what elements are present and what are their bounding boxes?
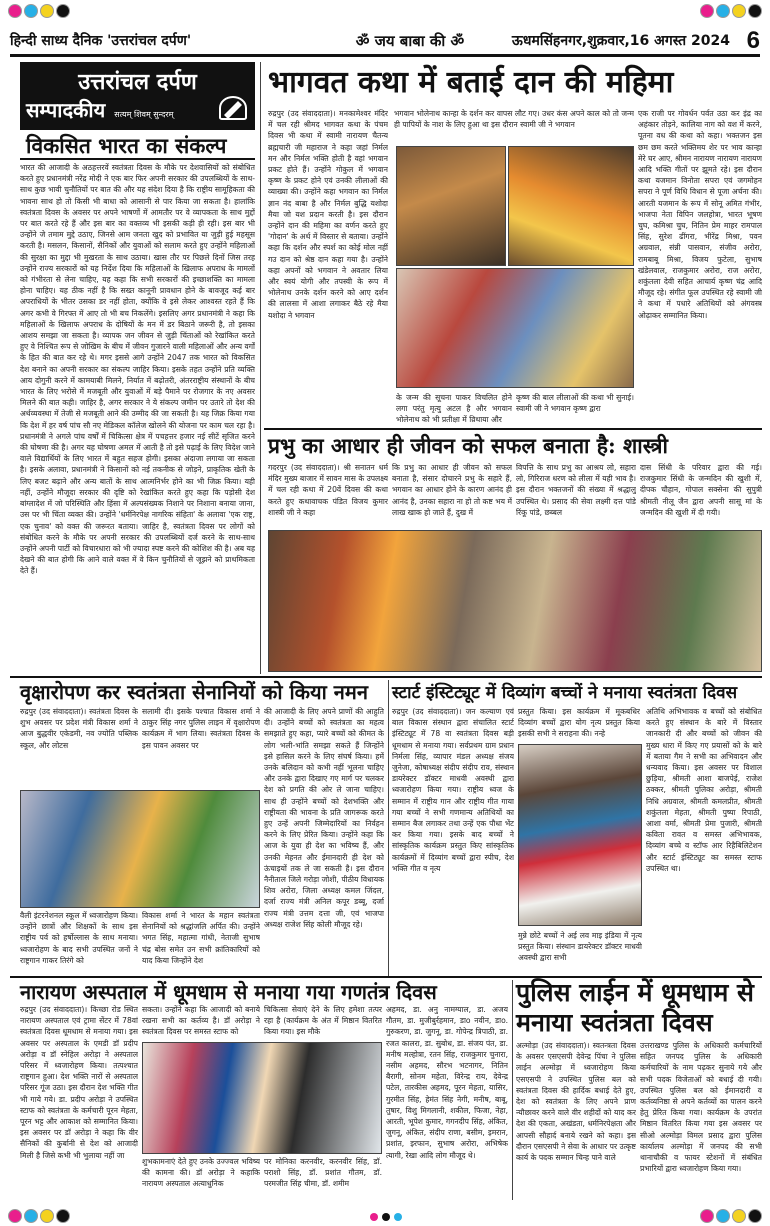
- story-caption: वैली इंटरनेशनल स्कूल में ध्वजारोहण किया। उन्होंने छात्रों और शिक्षकों के साथ इस राष्ट्रीय पर्व को हर्षोल्लास के साथ मनाया। ध्वजारोहण के बाद सभी उपस्थित जनों ने राष्ट्रगान गाकर तिरंगे को: [20, 911, 138, 965]
- column-divider: [512, 980, 513, 1200]
- page-header: [10, 27, 760, 57]
- editorial-label: सम्पादकीय: [26, 98, 106, 122]
- story-headline: नारायण अस्पताल में धूमधाम से मनाया गया गणतंत्र दिवस: [20, 980, 437, 1004]
- registration-dot: [700, 4, 714, 18]
- registration-dot: [8, 1209, 22, 1223]
- divider: [264, 428, 762, 430]
- story-column: प्रस्तुत किया। इस कार्यक्रम में मूकबधिर दिव्यांग बच्चों द्वारा योग नृत्य प्रस्तुत किया इसकी सभी ने सराहना की। नन्हे: [518, 707, 640, 739]
- story-headline: स्टार्ट इंस्टिट्यूट में दिव्यांग बच्चों ने मनाया स्वतंत्रता दिवस: [392, 683, 738, 703]
- registration-dot: [370, 1213, 378, 1221]
- divider: [20, 158, 255, 160]
- story-column: विपत्ति के साथ प्रभु का आश्रय लो, सहारा लो, गिरिराज धरण को लीला में यही भाव है। इस दौरान भक्तजनों की संख्या में श्रद्धालु उपस्थित थे। प्रसाद की सेवा लक्ष्मी दत्त पांडे रिंकू पांडे, छब्बल: [516, 463, 636, 517]
- story-column: भगवान भोलेनाथ कान्हा के दर्शन कर वापस लौट गए। उधर कंस अपने काल को तो जन्म ही पापियों के नाश के लिए हुआ था इस दौरान स्वामी जी ने भगवान: [394, 109, 634, 130]
- photo-katha-audience: [268, 530, 762, 672]
- story-caption: पर मोनिका करनवीर, करनवीर सिंह, डॉ. पराशो सिंह, डॉ. प्रशांत गौतम, डॉ. परमजीत सिंह चीमा, डॉ. शमीम: [264, 1157, 382, 1189]
- registration-dot: [732, 4, 746, 18]
- story-caption: के जन्म की सूचना पाकर विचलित होने लगा परंतु मृत्यु अटल है और भगवान भोलेनाथ को भी प्रतीक्षा में व्रिथाया और: [396, 393, 512, 425]
- editorial-title: विकसित भारत का संकल्प: [26, 133, 227, 158]
- registration-dot: [40, 1209, 54, 1223]
- photo-plantation: [20, 790, 260, 908]
- photo-devotees: [396, 268, 634, 388]
- story-column: गदरपुर (उद संवाददाता)। श्री सनातन धर्म मंदिर मुख्य बाजार में सावन मास के उपलक्ष्य में चल रही कथा में 20वें दिवस की कथा करते हुए कथावाचक पंडित विजय कुमार शास्त्री जी ने कहा: [268, 463, 388, 517]
- story-headline: पुलिस लाईन में धूमधाम से मनाया स्वतंत्रता दिवस: [516, 978, 754, 1037]
- photo-hospital-staff: [142, 1042, 382, 1154]
- photo-kathavachak: [396, 146, 506, 266]
- column-divider: [388, 680, 389, 976]
- story-column: अतिथि अभिभावक व बच्चों को संबोधित करते हुए संस्थान के बारे में विस्तार जानकारी दी और बच्चों को जीवन की मुख्य धारा में किए गए प्रयासों को के बारे में बताया गैम ने सभी का अभिवादन और धन्यवाद किया। इस अवसर पर विशाल छुड़िया, श्रीमती आशा बाजपेई, राजेश ठक्कर, श्रीमती पुलिका अरोड़ा, श्रीमती निधि अग्रवाल, श्रीमती कमलप्रीत, श्रीमती शकुंतला मेहता, श्रीमती पुष्पा रिपाठी, आशा वर्मा, श्रीमती प्रेमा पुजारी, श्रीमती कविता रावत व समस्त अभिभावक, दिव्यांग बच्चे व स्टॉफ आर रिहैबिलिटेशन और स्टार्ट इंस्टिट्यूट का समस्त स्टाफ उपस्थित था।: [646, 707, 762, 873]
- registration-dot: [382, 1213, 390, 1221]
- story-column: रुद्रपुर (उद संवाददाता)। स्वतंत्रता दिवस के शुभ अवसर पर प्रदेश मंत्री विकास शर्मा ने आज बुद्धवीर एकेडमी, नव ज्योति पब्लिक स्कूल, और लोटस: [20, 707, 138, 750]
- column-divider: [260, 62, 261, 674]
- registration-dot: [8, 4, 22, 18]
- newspaper-name: हिन्दी साध्य दैनिक 'उत्तरांचल दर्पण': [10, 33, 192, 49]
- story-caption: विकास शर्मा ने भारत के महान स्वतंत्रता सेनानियों को श्रद्धांजलि अर्पित की। उन्होंने भगत सिंह, महात्मा गांधी, नेताजी सुभाष चंद्र बोस समेत उन सभी क्रांतिकारियों को याद किया जिन्होंने देश: [142, 911, 260, 965]
- registration-dot: [24, 1209, 38, 1223]
- photo-children-event: [518, 744, 642, 926]
- story-column: रुद्रपुर (उद संवाददाता)। किच्छा रोड स्थित नारायण अस्पताल एवं ट्रामा सेंटर में 78वां स्वतंत्रता दिवस धूमधाम से मनाया गया। इस अवसर पर अस्पताल के एमडी डॉ प्रदीप अरोड़ा व डॉ स्नेहिल अरोड़ा ने अस्पताल परिसर में ध्वजारोहण किया। तत्पश्चात राष्ट्रगान हुआ। देश भक्ति नारों से अस्पताल परिसर गूंज उठा। इस दौरान देश भक्ति गीत भी गाये गये। डा. प्रदीप अरोड़ा ने उपस्थित स्टाफ को स्वतंत्रता के कर्मचारी पूरन मेहता, पूरन भट्ट और आकाश को सम्मानित किया। इस अवसर पर डॉ अरोड़ा ने कहा कि वीर सैनिकों की कुर्बानी से देश को आजादी मिली है जिसे कभी भी भुलाया नहीं जा: [20, 1005, 138, 1160]
- story-headline: भागवत कथा में बताई दान की महिमा: [268, 65, 674, 100]
- story-headline: वृक्षारोपण कर स्वतंत्रता सेनानियों को किया नमन: [20, 680, 368, 704]
- story-column: रुद्रपुर (उद संवाददाता)। जन कल्याण एवं बाल विकास संस्थान द्वारा संचालित स्टार्ट इंस्टिट्यूट में 78 वा स्वतंत्रता दिवस बड़ी धूमधाम से मनाया गया। सर्वप्रथम ग्राम प्रधान निर्मला सिंह, व्यापार मंडल अध्यक्ष संजय जुनेजा, कोषाध्यक्ष संदीप संदीप राव, संस्थान डायरेक्टर डॉक्टर माधवी अवस्थी द्वारा ध्वजारोहण किया गया। राष्ट्रीय ध्वज के सम्मान में राष्ट्रीय गान और राष्ट्रीय गीत गाया गया बच्चों ने सभी गणमान्य अतिथियों का सम्मान बैज लगाकर तथा उन्हें एक पौधा भेंट कर किया गया। इसके बाद बच्चों ने सांस्कृतिक कार्यक्रम प्रस्तुत किए सांस्कृतिक कार्यक्रमों में दिव्यांग बच्चों द्वारा स्पीच, देश भक्ति गीत व नृत्य: [392, 707, 514, 873]
- story-column: उत्तराखण्ड पुलिस के अधिकारी कर्मचारियों सहित जनपद पुलिस के अधिकारी कर्मचारियों के नाम पढ़कर सुनाये गये और सभी पदक विजेताओं को बधाई दी गयी। उपस्थित पुलिस बल को ईमानदारी व कर्तव्यनिष्ठा से अपने कर्तव्यों का पालन करने हेतु प्रेरित किया गया। कार्यक्रम के उपरांत मिष्ठान वितरित किया गया इस अवसर पर सीओ अल्मोड़ा विमल प्रसाद द्वारा पुलिस कार्यालय अल्मोड़ा में जनपद की सभी थानाचौकी व फायर स्टेशनों में संबंधित प्रभारियों द्वारा ध्वजारोहण किया गया।: [640, 1041, 762, 1174]
- registration-dot: [56, 4, 70, 18]
- registration-dot: [700, 1209, 714, 1223]
- story-caption: कृष्ण की बाल लीलाओं की कथा भी सुनाई। स्वामी जी ने भगवान कृष्ण द्वारा: [516, 393, 634, 414]
- story-column: सलामी दी। इसके पश्चात विकास शर्मा ने ठाकुर सिंह नगर पुलिस लाइन में वृक्षारोपण कार्यक्रम में भाग लिया। स्वतंत्रता दिवस के इस पावन अवसर पर: [142, 707, 260, 750]
- editorial-masthead: [20, 62, 255, 130]
- story-column: रुद्रपुर (उद संवाददाता)। मनकामेश्वर मंदिर में चल रही श्रीमद भागवत कथा के पंचम दिवस भी कथा में स्वामी नारायण चैतन्य ब्रह्मचारी जी महाराज ने कहा जहां निर्मल मन और निर्मल भक्ति होती है वहां भगवान प्रकट होते हैं। उन्होंने गोकुल में भगवान कृष्ण के प्रकट होने एवं उनकी लीलाओं की व्याख्या की। उन्होंने कहा भगवान का निर्मल ज्ञान नंद बाबा है और निर्मल बुद्धि यशोदा मैया जो यश प्रदान करती है। इस दौरान उन्होंने दान की महिमा का वर्णन करते हुए 'गोदान' के अर्थ में विस्तार से बताया। उन्होंने कहा कि दर्शन और स्पर्श का कोई मोल नहीं गउ दान को श्रेष्ठ दान कहा गया है। उन्होंने कहा अपनों को भगवान ने अवतार लिया और स्वयं योगी और तपस्वी के रूप में भोलेनाथ उनके दर्शन करने को आए दर्शन की लालसा में आशा लगाकर बैठे रहे मैया यशोदा ने भगवान: [268, 109, 388, 320]
- registration-dot: [748, 4, 762, 18]
- story-caption: मुन्ने छोटे बच्चों ने अई लव माइ इंडिया में नृत्य प्रस्तुत किया। संस्थान डायरेक्टर डॉक्टर माधवी अवस्थी द्वारा सभी: [518, 931, 642, 963]
- story-column: कि प्रभु का आधार ही जीवन को सफल बनाता है, संसार दोचारने प्रभु के सहारे हैं, भगवान का आधार होने के कारण आनंद ही आनंद है, उनका सहारा ना हो तो कष्ट भय में लाख खाक हो जाते हैं, दुख में: [392, 463, 512, 517]
- story-column: एक राजी पर गोवर्धन पर्वत उठा कर इंद्र का अहंकार तोड़ने, कालिया नाग को वश में करने, पूतना वध की कथा को कहा। भक्तजन इस छम छम करते भक्तिमय शेर पर भाव कान्हा मेरे घर आए, श्रीमन नारायण नारायण नारायण आदि भक्ति गीतों पर झूमते रहे। इस दौरान कथा यजमान विनोता सपरा एवं जगमोहन सपरा ने पूर्ण विधि विधान से पूजा अर्चना की। आरती यजमान के रूप में सोनू अमित गंभीर, भाजपा नेता विपिन जलहोत्रा, भारत भूषण चुघ, कमिश्रा चुघ, नितिन प्रेम माहर रामपाल सिंह, सुरेश ढींगरा, भीरेंद्र मिश्रा, पवन अग्रवाल, संन्नी पासवान, संजीव अरोरा, रामबाबू मिश्रा, विजय फुटेला, सुभाष खंडेलवाल, राजकुमार अरोरा, राज अरोरा, शकुंतला देवी सहित आचार्य कृष्ण चंद्र आदि मौजूद रहे। संगीत फूल उपस्थित रहे स्वामी जी ने कथा में पधारे अतिथियों को अंगवस्त्र ओढ़ाकर सम्मानित किया।: [638, 109, 762, 320]
- header-date: ऊधमसिंहनगर,शुक्रवार,16 अगस्त 2024: [511, 33, 730, 49]
- registration-dot: [394, 1213, 402, 1221]
- story-column: अल्मोड़ा (उद संवाददाता)। स्वतन्त्रता दिवस के अवसर एसएसपी देवेन्द्र पिंचा ने पुलिस लाईन अल्मोड़ा में ध्वजारोहण किया एसएसपी ने उपस्थित पुलिस बल को स्वतंत्रता दिवस की हार्दिक बधाई देते हुए, देश को स्वतंत्रता के लिए अपने प्राण न्यौछावर करने वाले वीर शहीदों को याद कर देश की एकता, अखंडता, धर्मनिरपेक्षता और आपसी सौहार्द बनाये रखने को कहा। इस दौरान एसएसपी ने सेवा के आधार पर उत्कृष्ट कार्य के पदक सम्मान चिन्ह पाने वाले: [516, 1041, 636, 1163]
- story-column: दास सिंधी के परिवार द्वारा की गई। राजकुमार सिंधी के जन्मदिन की खुशी में, दीपक चौहान, गोपाल सक्सेना की सुपुत्री श्रीमती नीलू जैन द्वारा अपनी सासू मां के जन्मदिन की खुशी में दी गयी।: [640, 463, 762, 517]
- registration-dot: [24, 4, 38, 18]
- registration-dot: [716, 1209, 730, 1223]
- editorial-paper-name: उत्तरांचल दर्पण: [78, 69, 197, 95]
- registration-dot: [732, 1209, 746, 1223]
- registration-strip-bottom: [0, 1205, 770, 1226]
- story-caption: शुभकामनाएं देते हुए उनके उज्ज्वल भविष्य की कामना की। डॉ अरोड़ा ने कहाकि नारायण अस्पताल अत्याधुनिक: [142, 1157, 260, 1189]
- page-number: 6: [746, 26, 760, 54]
- story-column: की आजादी के लिए अपने प्राणों की आहुति दी। उन्होंने बच्चों को स्वतंत्रता का महत्व समझाते हुए कहा, प्यारे बच्चों को कीमत के लोग भली-भांति समझा सकते हैं जिन्होंने इसे हासिल करने के लिए संघर्ष किया। हमें उनके बलिदान को कभी नहीं भूलना चाहिए और उनके द्वारा दिखाए गए मार्ग पर चलकर देश को प्रगति की ओर ले जाना चाहिए। साथ ही उन्होंने बच्चों को देशभक्ति और राष्ट्रीयता की भावना के प्रति जागरूक करते हुए उन्हें अपनी जिम्मेदारियों का निर्वहन करने के लिए प्रेरित किया। उन्होंने कहा कि आज के युवा ही देश का भविष्य हैं, और उनकी मेहनत और ईमानदारी ही देश को ऊंचाइयों तक ले जा सकती है। इस दौरान नैनीताल जिले गरोड़ा जोशी, पीठीय विधायक शिव अरोरा, जिला अध्यक्ष कमल जिंदल, दर्जा राज्य मंत्री अनिल कपूर डब्बू, दर्जा राज्य मंत्री उत्तम दत्ता जी, एवं भाजपा अध्यक्ष राजेश सिंह कोली मौजूद रहे।: [264, 707, 384, 929]
- photo-swami-ji: [508, 146, 634, 266]
- registration-dot: [56, 1209, 70, 1223]
- editorial-motto: सत्यम् शिवम् सुन्दरम्: [114, 110, 174, 119]
- registration-dot: [716, 4, 730, 18]
- registration-dot: [748, 1209, 762, 1223]
- registration-dot: [40, 4, 54, 18]
- registration-strip-top: [0, 0, 770, 22]
- story-headline: प्रभु का आधार ही जीवन को सफल बनाता है: शास्त्री: [268, 433, 668, 458]
- editorial-body: भारत की आजादी के अठहत्तरवें स्वतंत्रता दिवस के मौके पर देशवासियों को संबोधित करते हुए प्रधानमंत्री नरेंद्र मोदी ने एक बार फिर अपनी सरकार की उपलब्धियों के साथ-साथ कुछ भावी चुनौतियों पर बात की और यह संदेश दिया है कि राष्ट्रीय सामूहिकता की भावना साथ हो तो किसी भी बाधा को आसानी से पार किया जा सकता है। हालांकि स्वतंत्रता दिवस के अवसर पर अपने भाषणों में आमतौर पर वे व्यापकता के साथ मुद्दों पर बात करते रहे हैं और इस बार का वक्तव्य भी इसकी कड़ी ही रही। इस बार भी उन्होंने जे तमाम मुद्दे उठाए, जिनसे आम जनता खुद को प्रभावित या जुड़ी हुई महसूस करती है। मसलन, किसानों, सैनिकों और युवाओं को सलाम करते हुए उन्होंने महिलाओं की सुरक्षा का मुद्दा भी मुखरता के साथ उठाया। खास तौर पर पिछले दिनों जिस तरह उन्होंने राज्य सरकारों को यह निर्देश दिया कि महिलाओं के खिलाफ अपराध के मामलों को गंभीरता से लेना चाहिए, यह कहा कि सभी सरकारों की इच्छाशक्ति का मामला होना चाहिए। यह ठीक नहीं है कि सख्त कानूनी प्रावधान होने के बावजूद कई बार अपराधियों के भीतर उसका डर नहीं होता, क्योंकि वे इसे लेकर आश्वस्त रहते हैं कि अगर कभी वे गिरफ्त में आए तो भी बच निकलेंगे। इसलिए अगर प्रधानमंत्री ने कहा कि महिलाओं के खिलाफ अपराध के दोषियों के मन में डर बिठाने जरूरी है, तो इसका आशय समझा जा सकता है। व्यापक जन जीवन से जुड़ी चिंताओं को रेखांकित करते हुए वे निश्चित रूप से जोखिम के बीच में जीवन गुजारने वाली महिलाओं और अन्य वर्गों के हित की बात कर रहे थे। मगर इससे आगे उन्होंने 2047 तक भारत को विकसित देश बनाने का अपनी सरकार का संकल्प जाहिर किया। इसके तहत उन्होंने प्रति व्यक्ति आय दोगुनी करने में कामयाबी मिलने, निर्यात में बढ़ोतरी, अंतरराष्ट्रीय संस्थानों के बीच भारत के लिए भरोसे में मजबूती और युवाओं में बड़े पैमाने पर रोजगार के नए अवसर मिलने की बात कही। जाहिर है, अगर सरकार ने ये संकल्प जमीन पर उतारे तो देश की अर्थव्यवस्था में तेजी से मजबूती आने की उम्मीद की जा सकती है। यह जिक्र किया गया कि देश में हर वर्ष पांच सौ नए मेडिकल कॉलेज खोलने की योजना पर काम चल रहा है। प्रधानमंत्री ने अगले पांच वर्षों में चिकित्सा क्षेत्र में पचहत्तर हजार नई सीटें सृजित करने की घोषणा की है। अगर यह घोषणा अमल में आती है तो इसे पढ़ाई के लिए विदेश जाने वाले विद्यार्थियों के लिए भारत में बहुत सहज होगी। इसका अंदाजा लगाया जा सकता है। इसके अलावा, प्रधानमंत्री ने किसानों को नई तकनीक से जोड़ने, प्राकृतिक खेती के लिए बजट बढ़ाने और अन्य बातों के साथ आत्मनिर्भर होने का भी जिक्र किया। यही नहीं, उन्होंने मौजूदा सरकार की दृष्टि को रेखांकित करते हुए कहा कि पड़ोसी देश बांग्लादेश में जो परिस्थिति और हिंसा में अल्पसंख्यक निशाने पर निशाना बनाया जाना, उस पर भी चिंता व्यक्त की। उन्होंने 'धर्मनिरपेक्ष नागरिक संहिता' के अलावा 'एक राष्ट्र, एक चुनाव' को वक्त की जरूरत बताया। जाहिर है, स्वतंत्रता दिवस पर लोगों को संबोधित करने के मौके पर अपनी सरकार की उपलब्धियों दर्ज करने के साथ-साथ उन्होंने अपनी पार्टी को विचारधारा को भी ज्यादा स्पष्ट करने की कोशिश की है। अब यह देखने की बात होगी कि आने वाले वक्त में वे किन चुनौतियों से जूझने को प्राथमिकता देते हैं।: [20, 163, 255, 576]
- story-column: सकता। उन्होंने कहा कि आजादी को बनाये रखना सभी का कर्तव्य है। डॉ अरोड़ा ने स्वतंत्रता दिवस पर समस्त स्टाफ को: [142, 1005, 260, 1037]
- story-column: अहमद, डा. अनु नामग्याल, डा. अजय गौतम, डा. मुजीबुर्रहमान, डाo नवीन, डाo. गुरुकरण, डा. जुगनू, डा. गोपेन्द्र त्रिपाठी, डा. रजत कालरा, डा. सुबोध, डा. संजय पंत, डा. मनीष मल्होत्रा, रतन सिंह, राजकुमार चुनारा, नसीम अहमद, सौरभ भटनागर, नितिन बैरागी, सोनम महेता, विरेन्द्र राय, देवेन्द्र पटेल, तारकीस अहमद, पूरन मेहता, यासिर, गुरमीत सिंह, हेमंत सिंह नेगी, मनीष, बाबू, तुषार, विशु मिगलानी, शकील, फिजा, नेहा, आरती, भूपेश कुमार, गगनदीप सिंह, अंकित, जुगनू, अंकित, संदीप राणा, बसीम, इमरान, प्रशांत, इरफान, सुभाष अरोरा, अभिषेक त्यागी, रेखा आदि लोग मौजूद थे।: [386, 1005, 508, 1160]
- pen-icon: [219, 96, 247, 120]
- story-column: चिकित्सा सेवाएं देने के लिए हमेशा तत्पर रहा है (कार्यक्रम के अंत में मिष्ठान वितरित किया गया। इस मौके: [264, 1005, 382, 1037]
- header-slogan: ॐ जय बाबा की ॐ: [355, 31, 465, 50]
